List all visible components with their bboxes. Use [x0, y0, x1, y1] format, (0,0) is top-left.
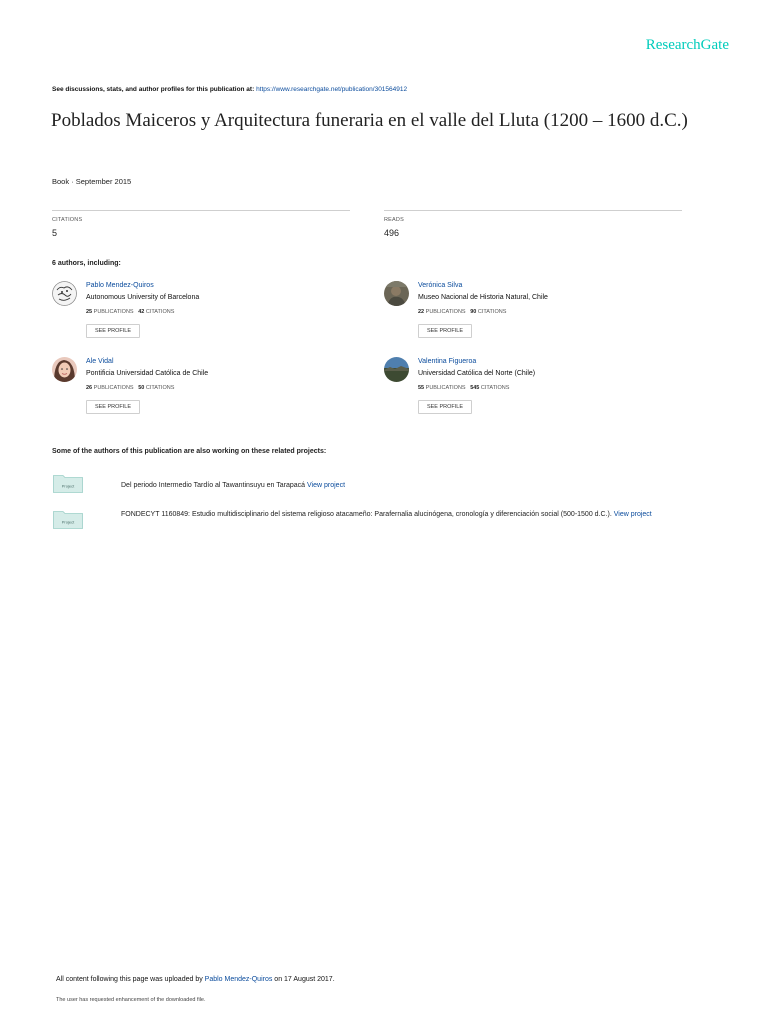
author-name-link[interactable]: Pablo Mendez-Quiros	[86, 282, 154, 289]
author-institution: Museo Nacional de Historia Natural, Chile	[418, 294, 548, 301]
citations-label: CITATIONS	[145, 385, 175, 391]
project-folder-icon	[53, 474, 83, 493]
authors-heading: 6 authors, including:	[52, 260, 121, 267]
author-stats	[86, 385, 174, 391]
project-item	[121, 479, 711, 492]
citations-label: CITATIONS	[52, 217, 83, 223]
author-avatar[interactable]	[384, 281, 409, 306]
discussions-text: See discussions, stats, and author profiles for this publication at:	[52, 86, 257, 93]
publications-label: PUBLICATIONS	[93, 385, 134, 391]
uploader-link[interactable]: Pablo Mendez-Quiros	[204, 976, 273, 983]
researchgate-logo[interactable]: ResearchGate	[645, 37, 729, 53]
author-card	[384, 357, 684, 427]
author-institution: Autonomous University of Barcelona	[86, 294, 200, 301]
publications-count: 26	[86, 385, 93, 391]
publication-title: Poblados Maiceros y Arquitectura funeraria en el valle del Lluta (1200 – 1600 d.C.)	[51, 110, 688, 131]
citations-count: 90	[470, 309, 477, 315]
citations-count: 42	[138, 309, 145, 315]
publications-label: PUBLICATIONS	[425, 385, 466, 391]
see-profile-button[interactable]: SEE PROFILE	[86, 400, 140, 414]
view-project-link[interactable]: View project	[307, 482, 346, 489]
project-title: Del periodo Intermedio Tardío al Tawantinsuyu en Tarapacá	[121, 482, 308, 489]
author-name-link[interactable]: Verónica Silva	[418, 282, 463, 289]
see-profile-button[interactable]: SEE PROFILE	[418, 324, 472, 338]
publication-type-date: Book · September 2015	[52, 177, 132, 186]
author-card	[52, 281, 352, 351]
publications-label: PUBLICATIONS	[425, 309, 466, 315]
related-projects-heading: Some of the authors of this publication are also working on these related projects:	[52, 448, 327, 455]
publications-label: PUBLICATIONS	[93, 309, 134, 315]
author-avatar[interactable]	[384, 357, 409, 382]
reads-stat	[384, 210, 682, 238]
project-item	[121, 508, 711, 521]
author-avatar[interactable]	[52, 357, 77, 382]
citations-stat	[52, 210, 350, 238]
uploaded-prefix: All content following this page was uploaded by	[56, 976, 205, 983]
project-icon-label: Project	[61, 483, 75, 489]
reads-label: READS	[384, 217, 404, 223]
see-profile-button[interactable]: SEE PROFILE	[86, 324, 140, 338]
reads-value: 496	[384, 228, 400, 238]
author-stats	[418, 309, 506, 315]
author-avatar[interactable]	[52, 281, 77, 306]
see-profile-button[interactable]: SEE PROFILE	[418, 400, 472, 414]
citations-label: CITATIONS	[477, 309, 507, 315]
citations-count: 50	[138, 385, 145, 391]
author-institution: Universidad Católica del Norte (Chile)	[418, 370, 536, 377]
author-name-link[interactable]: Ale Vidal	[86, 358, 114, 365]
author-card	[52, 357, 352, 427]
author-name-link[interactable]: Valentina Figueroa	[418, 358, 477, 365]
citations-count: 545	[470, 385, 480, 391]
uploaded-note	[56, 976, 335, 983]
author-stats	[418, 385, 509, 391]
publications-count: 25	[86, 309, 93, 315]
author-stats	[86, 309, 174, 315]
project-folder-icon	[53, 510, 83, 529]
project-icon-label: Project	[61, 519, 75, 525]
publication-url-link[interactable]: https://www.researchgate.net/publication/301564912	[256, 86, 408, 93]
citations-label: CITATIONS	[480, 385, 510, 391]
author-card	[384, 281, 684, 351]
discussions-note	[52, 86, 407, 93]
enhancement-note: The user has requested enhancement of the downloaded file.	[56, 997, 206, 1003]
view-project-link[interactable]: View project	[613, 511, 652, 518]
project-title: FONDECYT 1160849: Estudio multidisciplinario del sistema religioso atacameño: Parafernalia alucinógena, cronología y diferenciación social (500-1500 d.C.).	[121, 511, 614, 518]
publications-count: 55	[418, 385, 425, 391]
author-institution: Pontificia Universidad Católica de Chile	[86, 370, 209, 377]
citations-label: CITATIONS	[145, 309, 175, 315]
publications-count: 22	[418, 309, 425, 315]
citations-value: 5	[52, 228, 58, 238]
uploaded-suffix: on 17 August 2017.	[272, 976, 335, 983]
